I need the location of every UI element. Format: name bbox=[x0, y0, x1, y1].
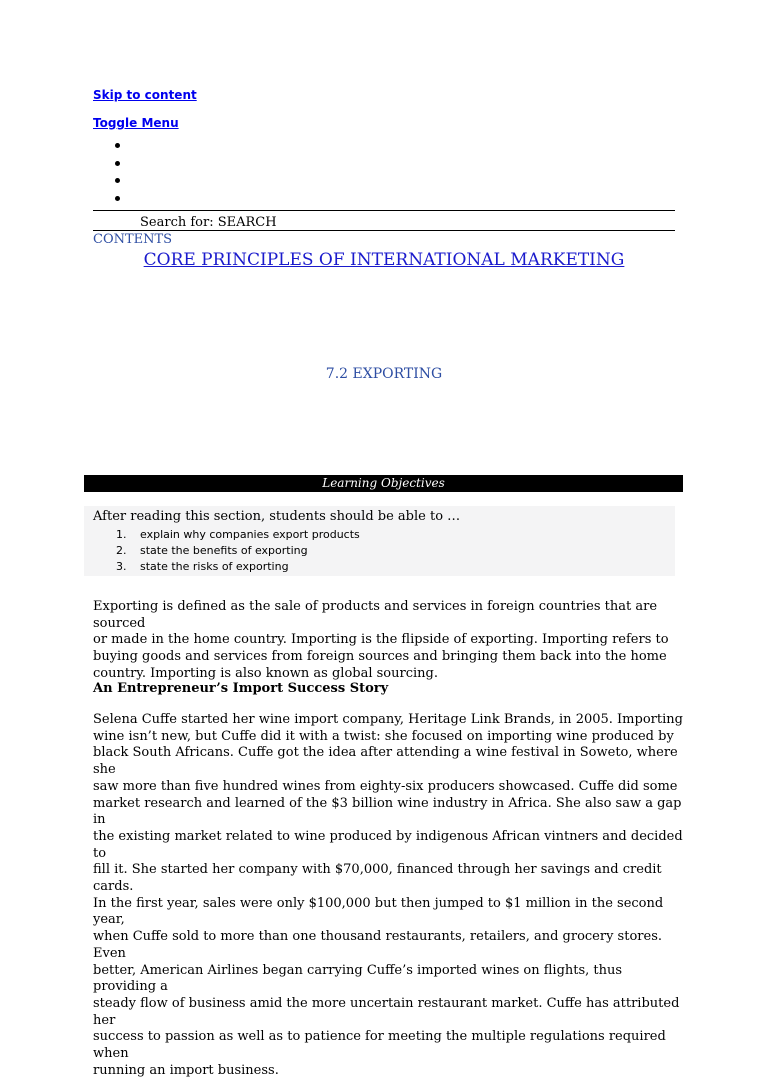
contents-link[interactable]: CONTENTS bbox=[93, 232, 173, 247]
story-heading: An Entrepreneur’s Import Success Story bbox=[93, 681, 389, 696]
text-line: fill it. She started her company with $70,000, financed through her savings and credit cards. bbox=[93, 862, 662, 895]
search-top-divider bbox=[93, 210, 675, 211]
text-line: the existing market related to wine produced by indigenous African vintners and decided to bbox=[93, 828, 683, 861]
objective-item bbox=[116, 544, 308, 557]
nav-menu-item[interactable] bbox=[115, 196, 120, 201]
text-line: better, American Airlines began carrying Cuffe’s imported wines on flights, thus providing a bbox=[93, 962, 623, 995]
learning-objectives-header: Learning Objectives bbox=[84, 475, 683, 492]
objective-text: state the risks of exporting bbox=[140, 560, 289, 573]
search-bottom-divider bbox=[93, 230, 675, 231]
text-line: steady flow of business amid the more uncertain restaurant market. Cuffe has attributed her bbox=[93, 995, 680, 1028]
objective-number: 1. bbox=[116, 528, 127, 541]
nav-menu-item[interactable] bbox=[115, 178, 120, 183]
search-field[interactable]: Search for: SEARCH bbox=[140, 215, 277, 230]
section-heading: 7.2 EXPORTING bbox=[325, 366, 443, 382]
objective-item bbox=[116, 560, 289, 573]
exporting-definition-paragraph bbox=[93, 599, 683, 683]
text-line: Exporting is defined as the sale of products and services in foreign countries that are sourced bbox=[93, 599, 658, 631]
objective-number: 3. bbox=[116, 560, 127, 573]
text-line: success to passion as well as to patience for meeting the multiple regulations required when bbox=[93, 1029, 666, 1062]
book-title-link[interactable]: CORE PRINCIPLES OF INTERNATIONAL MARKETING bbox=[143, 250, 625, 270]
text-line: In the first year, sales were only $100,000 but then jumped to $1 million in the second year, bbox=[93, 895, 664, 928]
toggle-menu-link[interactable]: Toggle Menu bbox=[93, 116, 179, 130]
text-line: or made in the home country. Importing is the flipside of exporting. Importing refers to bbox=[93, 632, 669, 648]
skip-to-content-link[interactable]: Skip to content bbox=[93, 88, 197, 102]
text-line: buying goods and services from foreign sources and bringing them back into the home bbox=[93, 649, 667, 665]
objective-number: 2. bbox=[116, 544, 127, 557]
nav-menu-item[interactable] bbox=[115, 161, 120, 166]
text-line: when Cuffe sold to more than one thousand restaurants, retailers, and grocery stores. Even bbox=[93, 929, 662, 961]
text-line: saw more than five hundred wines from eighty-six producers showcased. Cuffe did some bbox=[93, 778, 678, 794]
objective-text: explain why companies export products bbox=[140, 528, 360, 541]
objective-item bbox=[116, 528, 360, 541]
nav-menu-item[interactable] bbox=[115, 143, 120, 148]
text-line: black South Africans. Cuffe got the idea after attending a wine festival in Soweto, where she bbox=[93, 745, 678, 778]
text-line: Selena Cuffe started her wine import company, Heritage Link Brands, in 2005. Importing bbox=[93, 712, 683, 727]
text-line: country. Importing is also known as global sourcing. bbox=[93, 665, 438, 681]
text-line: running an import business. bbox=[93, 1062, 279, 1078]
learning-objectives-intro: After reading this section, students should be able to … bbox=[93, 509, 461, 524]
text-line: market research and learned of the $3 billion wine industry in Africa. She also saw a gap in bbox=[93, 795, 682, 828]
text-line: wine isn’t new, but Cuffe did it with a twist: she focused on importing wine produced by bbox=[93, 728, 674, 744]
objective-text: state the benefits of exporting bbox=[140, 544, 308, 557]
nav-menu-list bbox=[110, 143, 140, 213]
